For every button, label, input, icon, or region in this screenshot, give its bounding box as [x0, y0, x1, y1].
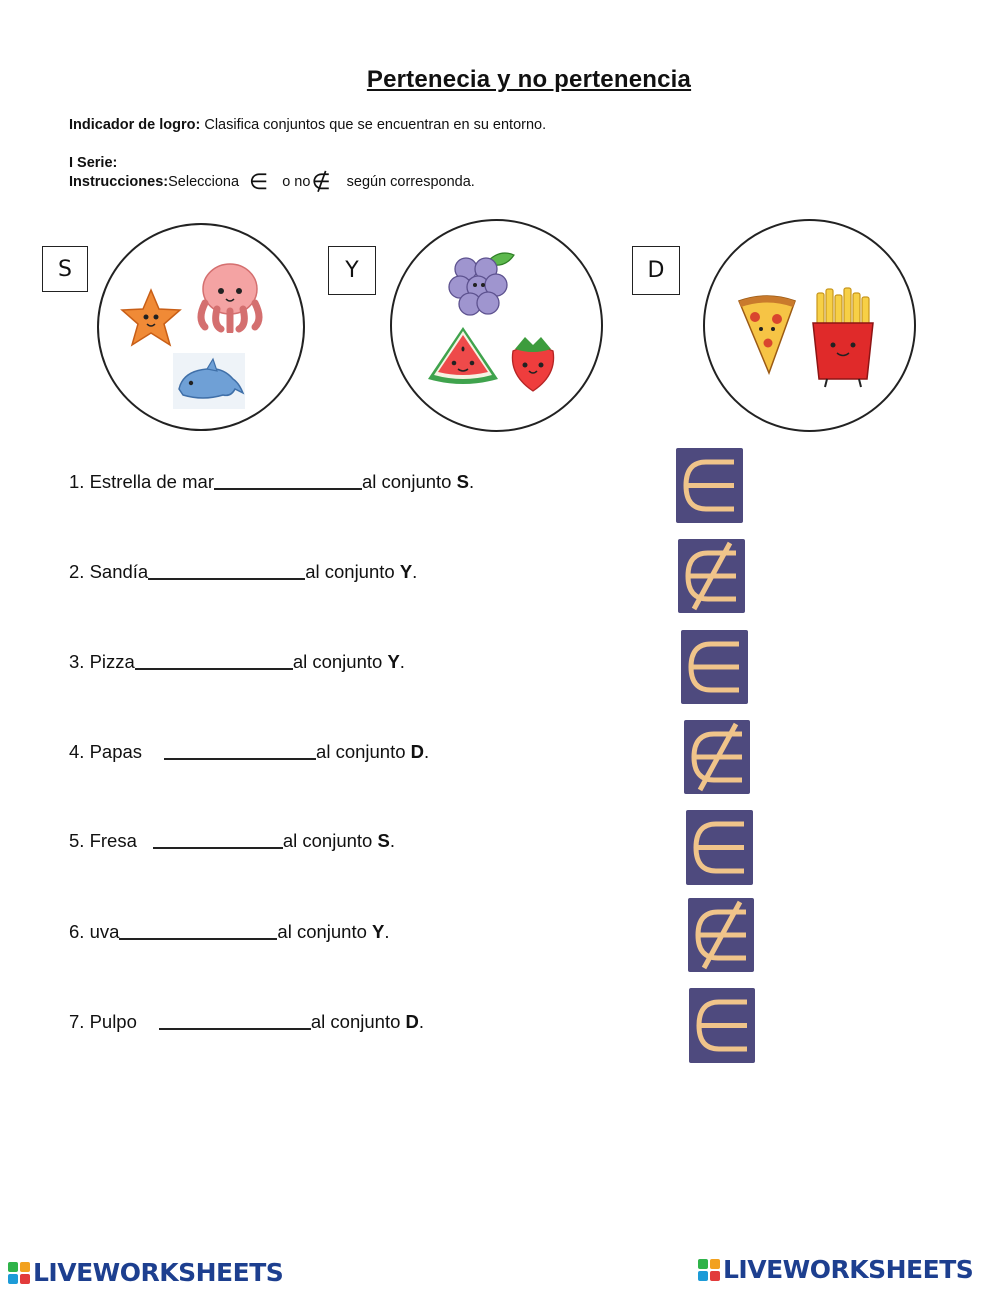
question-suffix: al conjunto	[361, 471, 457, 492]
question-text: 7. Pulpo	[69, 1011, 137, 1032]
instructions-label: Instrucciones:	[69, 174, 169, 190]
answer-blank-1[interactable]	[214, 470, 362, 490]
question-7: 7. Pulpo al conjunto D .	[69, 1011, 425, 1032]
answer-blank-3[interactable]	[135, 650, 293, 670]
footer-logo-left	[8, 1258, 283, 1287]
instructions-text-2: o no	[282, 174, 311, 190]
set-name: S	[377, 830, 390, 851]
question-suffix: al conjunto	[305, 561, 400, 582]
brand-name: LIVEWORKSHEETS	[33, 1258, 284, 1287]
logo-blocks-icon	[8, 1262, 30, 1284]
question-suffix: al conjunto	[292, 651, 388, 672]
answer-blank-2[interactable]	[148, 560, 305, 580]
set-label-s: S	[42, 246, 88, 292]
set-name: D	[410, 741, 425, 762]
indicator-line	[69, 117, 546, 133]
strawberry-icon	[505, 329, 561, 393]
answer-blank-5[interactable]	[153, 829, 283, 849]
question-text: 6. uva	[69, 921, 120, 942]
instructions-line	[69, 169, 475, 194]
set-label-y: Y	[328, 246, 376, 295]
octopus-icon	[191, 259, 269, 333]
element-of-symbol-icon: ∈	[249, 169, 269, 194]
indicator-label: Indicador de logro:	[69, 117, 201, 133]
question-6: 6. uva al conjunto Y .	[69, 921, 390, 942]
pizza-icon	[735, 291, 799, 375]
page-title: Pertenecia y no pertenencia	[366, 66, 692, 93]
set-label-d: D	[632, 246, 680, 295]
footer-logo-right	[698, 1255, 973, 1284]
indicator-text: Clasifica conjuntos que se encuentran en su entorno.	[200, 117, 547, 133]
set-name: Y	[372, 921, 385, 942]
instructions-text-3: según corresponda.	[346, 174, 475, 190]
question-1: 1. Estrella de mar al conjunto S .	[69, 471, 475, 492]
question-text: 2. Sandía	[69, 561, 149, 582]
element-of-icon[interactable]	[681, 630, 748, 704]
set-name: Y	[399, 561, 413, 582]
answer-blank-7[interactable]	[159, 1010, 311, 1030]
element-of-icon[interactable]	[676, 448, 743, 523]
set-circle-y	[390, 219, 603, 432]
set-circle-s	[97, 223, 305, 431]
starfish-icon	[119, 287, 183, 349]
dolphin-icon	[173, 353, 245, 409]
set-name: S	[456, 471, 469, 492]
instructions-text-1: Selecciona	[168, 174, 240, 190]
question-text: 4. Papas	[69, 741, 143, 762]
element-of-icon[interactable]	[686, 810, 753, 885]
brand-name: LIVEWORKSHEETS	[723, 1255, 974, 1284]
not-element-of-icon[interactable]	[688, 898, 754, 972]
question-suffix: al conjunto	[282, 830, 378, 851]
question-text: 5. Fresa	[69, 830, 137, 851]
question-2: 2. Sandía al conjunto Y .	[69, 561, 418, 582]
not-element-of-symbol-icon: ∉	[311, 169, 331, 194]
grapes-icon	[448, 247, 520, 317]
fries-icon	[807, 287, 879, 389]
not-element-of-icon[interactable]	[678, 539, 745, 613]
question-5: 5. Fresa al conjunto S .	[69, 830, 395, 851]
question-suffix: al conjunto	[277, 921, 373, 942]
question-text: 1. Estrella de mar	[69, 471, 214, 492]
logo-blocks-icon	[698, 1259, 720, 1281]
question-suffix: al conjunto	[316, 741, 411, 762]
watermelon-icon	[426, 323, 500, 389]
question-4: 4. Papas al conjunto D .	[69, 741, 430, 762]
set-circle-d	[703, 219, 916, 432]
set-name: Y	[387, 651, 400, 672]
question-text: 3. Pizza	[69, 651, 135, 672]
question-3: 3. Pizza al conjunto Y .	[69, 651, 405, 672]
element-of-icon[interactable]	[689, 988, 755, 1063]
serie-label: I Serie:	[69, 155, 118, 171]
answer-blank-4[interactable]	[164, 740, 316, 760]
set-name: D	[405, 1011, 419, 1032]
answer-blank-6[interactable]	[119, 920, 277, 940]
not-element-of-icon[interactable]	[684, 720, 750, 794]
question-suffix: al conjunto	[310, 1011, 406, 1032]
